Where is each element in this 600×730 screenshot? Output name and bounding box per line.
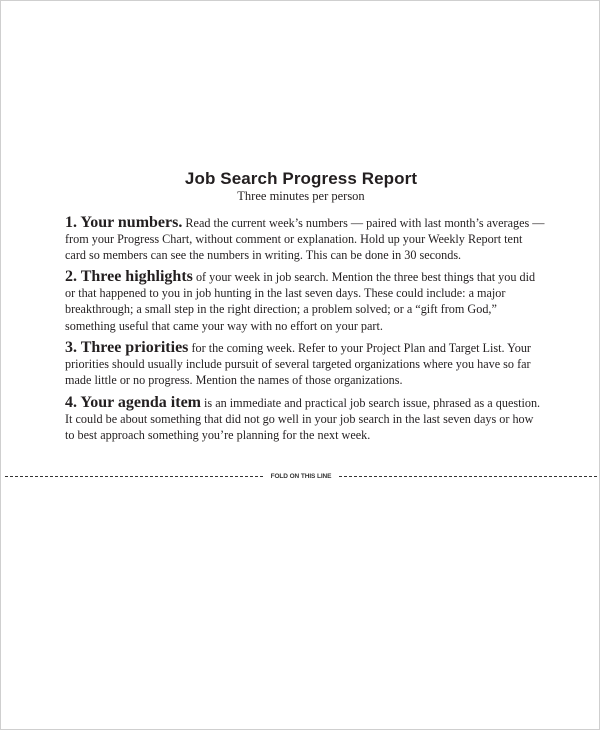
fold-label: FOLD ON THIS LINE xyxy=(270,472,332,480)
fold-line xyxy=(5,469,597,483)
section-heading: 2. Three highlights xyxy=(65,268,193,285)
fold-dash-left xyxy=(5,476,263,477)
document-title: Job Search Progress Report xyxy=(184,169,418,188)
section-three-highlights xyxy=(65,269,545,334)
section-heading: 4. Your agenda item xyxy=(65,394,201,411)
section-body: of your week in job search. Mention the three best things that you did or that happened to you in job hunting in the last seven days. These could include: a major breakthrough; a small step in the right direction; a problem solved; or a “gift from God,” something useful that came your way with no effort on your part. xyxy=(65,270,536,333)
fold-dash-right xyxy=(339,476,597,477)
section-heading: 3. Three priorities xyxy=(65,339,189,356)
section-body: for the coming week. Refer to your Project Plan and Target List. Your priorities should usually include pursuit of several targeted organizations where you have so far made little or no progress. Mention the names of those organizations. xyxy=(65,341,531,388)
section-body: is an immediate and practical job search issue, phrased as a question. It could be about something that did not go well in your job search in the last seven days or how to best approach something you’re planning for the next week. xyxy=(65,396,541,443)
section-three-priorities xyxy=(65,340,545,389)
document-subtitle: Three minutes per person xyxy=(237,189,365,203)
section-body: Read the current week’s numbers — paired with last month’s averages — from your Progress Chart, without comment or explanation. Hold up your Weekly Report tent card so members can see the numbers in writing. This can be done in 30 seconds. xyxy=(65,216,545,263)
section-agenda-item xyxy=(65,395,545,444)
section-heading: 1. Your numbers. xyxy=(65,214,183,231)
section-your-numbers xyxy=(65,215,545,264)
